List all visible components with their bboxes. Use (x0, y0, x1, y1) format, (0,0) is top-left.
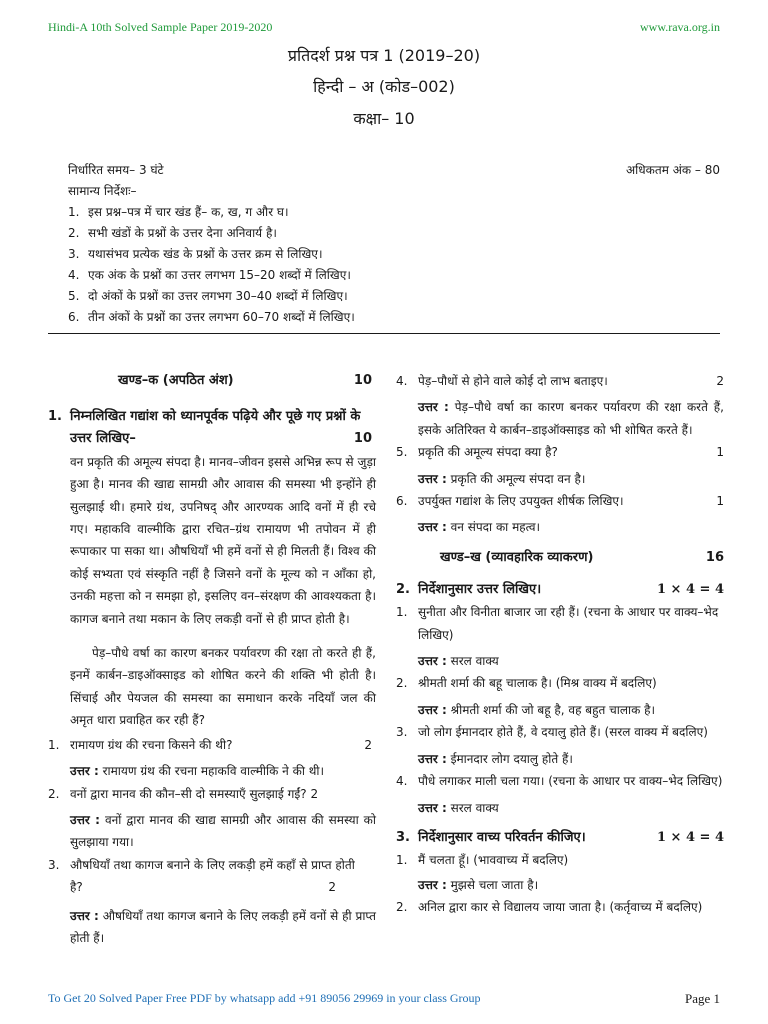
answer: उत्तर : श्रीमती शर्मा की जो बहू है, वह बहुत चालाक है। (418, 702, 656, 717)
section-a-marks: 10 (353, 373, 372, 388)
instruction-item: 3. यथासंभव प्रत्येक खंड के प्रश्नों के उत्तर क्रम से लिखिए। (68, 247, 323, 261)
footer-promo-text: To Get 20 Solved Paper Free PDF by whatsapp add +91 89056 29969 in your class Group (48, 991, 481, 1005)
instruction-item: 6. तीन अंकों के प्रश्नों का उत्तर लगभग 60–70 शब्दों में लिखिए। (68, 310, 355, 324)
paper-class: कक्षा– 10 (353, 109, 415, 128)
section-a-title: खण्ड–क (अपठित अंश) (118, 373, 234, 388)
answer: उत्तर : पेड़–पौधे वर्षा का कारण बनकर पर्यावरण की रक्षा करते हैं, इसके अतिरिक्त ये कार्बन–डाइऑक्साइड को भी शोषित करते हैं। (418, 400, 724, 437)
answer: उत्तर : वनों द्वारा मानव की खाद्य सामग्री और आवास की समस्या को सुलझाया गया। (70, 812, 376, 850)
question-1-text: निम्नलिखित गद्यांश को ध्यानपूर्वक पढ़िये और पूछे गए प्रश्नों के उत्तर लिखिए– (70, 409, 361, 447)
header-website: www.rava.org.in (640, 20, 720, 34)
left-column (48, 370, 376, 949)
answer: उत्तर : सरल वाक्य (418, 800, 499, 815)
question-3-marks: 1 × 4 = 4 (656, 829, 724, 845)
answer: उत्तर : ईमानदार लोग दयालु होते हैं। (418, 751, 573, 766)
sub-question: 4. पौधे लगाकर माली चला गया। (रचना के आधार पर वाक्य–भेद लिखिए) (396, 774, 723, 789)
header-paper-title: Hindi-A 10th Solved Sample Paper 2019-2020 (48, 20, 273, 34)
sub-question: 3. औषधियाँ तथा कागज बनाने के लिए लकड़ी हमें कहाँ से प्राप्त होती है? 2 (48, 857, 355, 895)
sub-question: 6. उपर्युक्त गद्यांश के लिए उपयुक्त शीर्षक लिखिए। 1 (396, 494, 724, 509)
instruction-item: 5. दो अंकों के प्रश्नों का उत्तर लगभग 30–40 शब्दों में लिखिए। (68, 289, 348, 303)
sub-question: 5. प्रकृति की अमूल्य संपदा क्या है? 1 (396, 445, 724, 460)
sub-question: 4. पेड़–पौधों से होने वाले कोई दो लाभ बताइए। 2 (396, 374, 724, 388)
right-column (396, 370, 724, 919)
section-b-marks: 16 (705, 549, 724, 565)
answer: उत्तर : मुझसे चला जाता है। (418, 877, 539, 892)
divider (48, 333, 720, 334)
sub-question: 2. श्रीमती शर्मा की बहू चालाक है। (मिश्र वाक्य में बदलिए) (396, 676, 657, 691)
question-2-marks: 1 × 4 = 4 (656, 581, 724, 597)
question-2-text: निर्देशानुसार उत्तर लिखिए। (418, 581, 542, 597)
question-3-text: निर्देशानुसार वाच्य परिवर्तन कीजिए। (418, 829, 586, 845)
question-1: 1. निम्नलिखित गद्यांश को ध्यानपूर्वक पढ़िये और पूछे गए प्रश्नों के उत्तर लिखिए– 10 (48, 406, 376, 451)
general-instructions-heading: सामान्य निर्देशः– (68, 184, 137, 198)
section-b-title: खण्ड–ख (व्यावहारिक व्याकरण) (440, 549, 594, 565)
paper-title: प्रतिदर्श प्रश्न पत्र 1 (2019–20) (287, 46, 481, 65)
paper-subject: हिन्दी – अ (कोड–002) (313, 77, 455, 96)
instruction-item: 1. इस प्रश्न–पत्र में चार खंड हैं– क, ख, ग और घ। (68, 205, 289, 219)
sub-question: 3. जो लोग ईमानदार होते हैं, वे दयालु होते हैं। (सरल वाक्य में बदलिए) (396, 725, 708, 740)
question-3: 3. निर्देशानुसार वाच्य परिवर्तन कीजिए। 1 × 4 = 4 (396, 827, 724, 849)
section-a-heading (48, 370, 376, 394)
sub-question: 1. सुनीता और विनीता बाजार जा रही हैं। (रचना के आधार पर वाक्य–भेद लिखिए) (396, 605, 719, 642)
section-b-heading (396, 547, 724, 571)
answer: उत्तर : वन संपदा का महत्व। (418, 520, 541, 535)
sub-question: 2. अनिल द्वारा कार से विद्यालय जाया जाता है। (कर्तृवाच्य में बदलिए) (396, 900, 703, 915)
instruction-item: 4. एक अंक के प्रश्नों का उत्तर लगभग 15–20 शब्दों में लिखिए। (68, 268, 351, 282)
passage-paragraph: वन प्रकृति की अमूल्य संपदा है। मानव–जीवन इससे अभिन्न रूप से जुड़ा हुआ है। मानव की खाद्य सामग्री और आवास की समस्या भी इन्होंने ही सुलझाई थी। हमारे ग्रंथ, उपनिषद् और आरण्यक आदि वनों में ही रचे गए। महाकवि वाल्मीकि द्वारा रचित–ग्रंथ रामायण भी तपोवन में ही रूपाकार पा सका था। औषधियाँ भी हमें वनों से ही मिलती हैं। विश्व की कोई सभ्यता एवं संस्कृति नहीं है जिसने वनों के मूल्य को न आँका हो, उनकी महत्ता को न समझा हो, इसलिए वन–संरक्षण की आवश्यकता है। कागज बनाने तथा मकान के लिए लकड़ी वनों से ही प्राप्त होती है। (70, 454, 376, 626)
max-marks: अधिकतम अंक – 80 (626, 163, 720, 177)
sub-question: 1. मैं चलता हूँ। (भाववाच्य में बदलिए) (396, 853, 569, 868)
sub-question: 2. वनों द्वारा मानव की कौन–सी दो समस्याएँ सुलझाई गईं? 2 (48, 786, 319, 801)
answer: उत्तर : सरल वाक्य (418, 654, 499, 669)
answer: उत्तर : प्रकृति की अमूल्य संपदा वन है। (418, 471, 586, 486)
passage-paragraph: पेड़–पौधे वर्षा का कारण बनकर पर्यावरण की रक्षा तो करते ही हैं, इनमें कार्बन–डाइऑक्साइड को शोषित करने की शक्ति भी होती है। सिंचाई और पेयजल की समस्या का समाधान करके नदियाँ जल की अमृत धारा प्रवाहित कर रही हैं? (70, 646, 376, 728)
time-allowed: निर्धारित समय– 3 घंटे (68, 163, 164, 177)
page-number: Page 1 (684, 991, 720, 1006)
question-2: 2. निर्देशानुसार उत्तर लिखिए। 1 × 4 = 4 (396, 579, 724, 601)
answer: उत्तर : रामायण ग्रंथ की रचना महाकवि वाल्मीकि ने की थी। (70, 764, 325, 779)
question-1-marks: 10 (353, 431, 372, 447)
sub-question: 1. रामायण ग्रंथ की रचना किसने की थी? 2 (48, 737, 372, 752)
instruction-item: 2. सभी खंडों के प्रश्नों के उत्तर देना अनिवार्य है। (68, 226, 277, 240)
answer: उत्तर : औषधियाँ तथा कागज बनाने के लिए लकड़ी हमें वनों से ही प्राप्त होती हैं। (70, 908, 376, 945)
